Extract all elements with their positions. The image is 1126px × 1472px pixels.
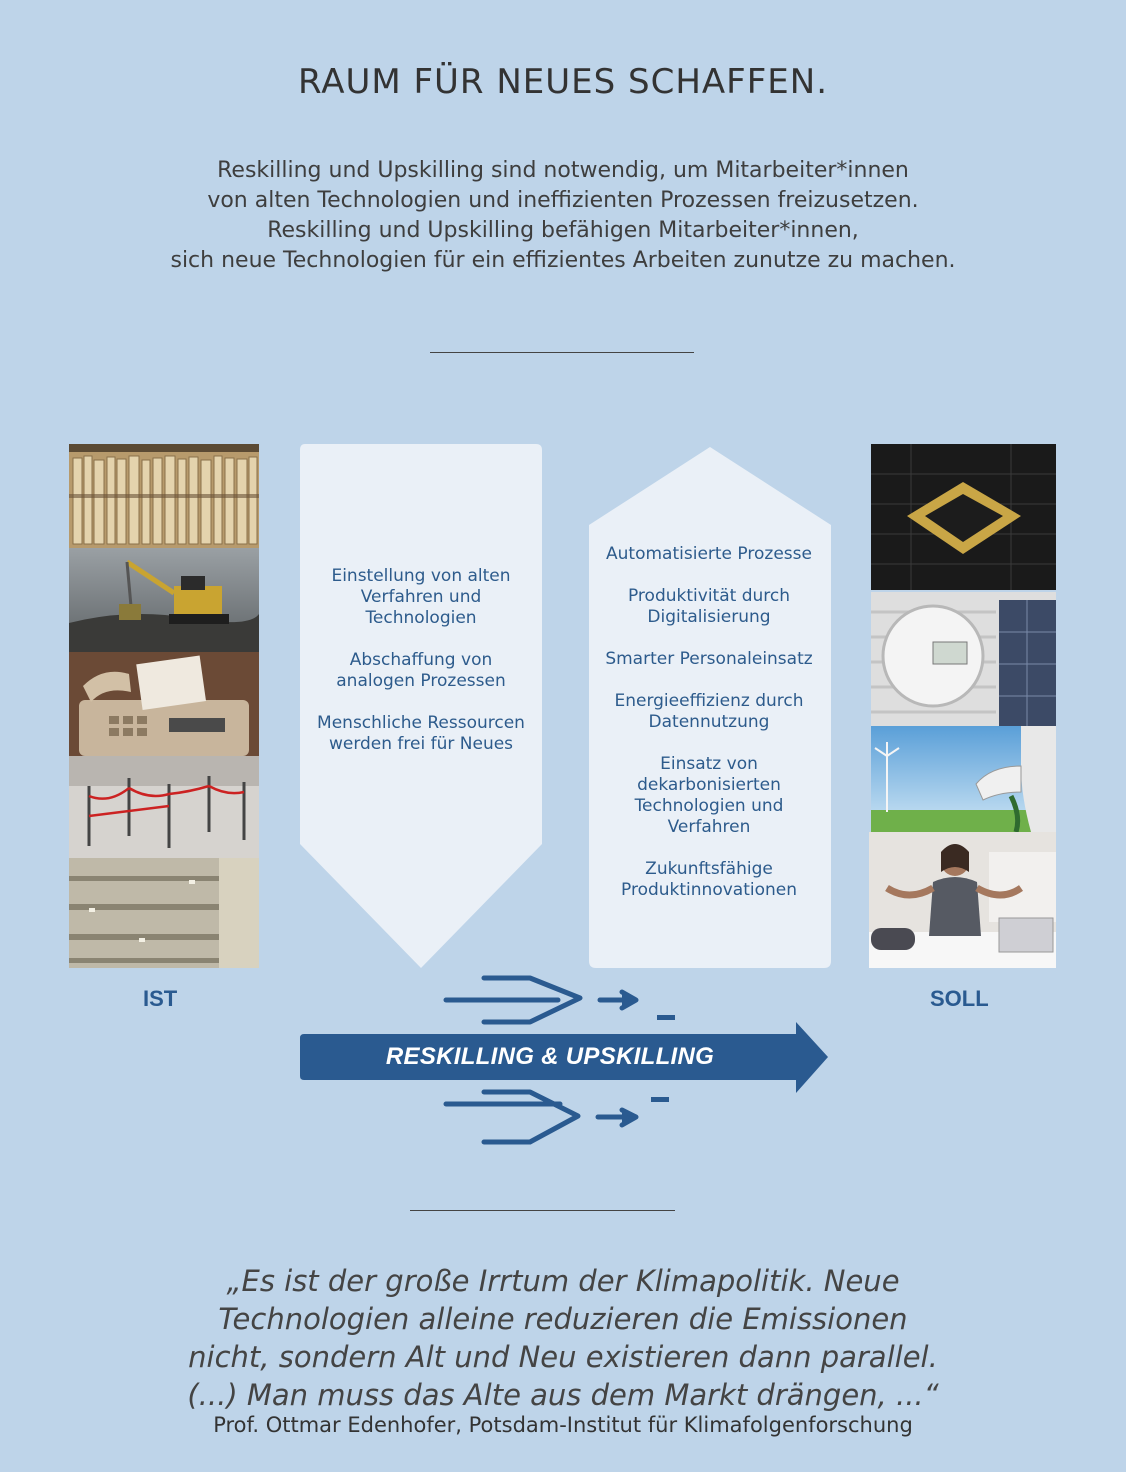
queue-barriers-photo [69,756,259,858]
intro-line: Reskilling und Upskilling befähigen Mitarbeiter*innen, [267,218,859,243]
quote-line: nicht, sondern Alt und Neu existieren dann parallel. [188,1340,938,1374]
intro-text [60,156,1066,276]
empty-shelves-photo [69,858,259,968]
banner-label: RESKILLING & UPSKILLING [385,1043,715,1070]
divider-bottom [410,1210,675,1211]
quote-line: „Es ist der große Irrtum der Klimapolitik. Neue [226,1264,900,1298]
meditating-woman-photo [869,832,1056,968]
soll-panel-text [596,544,822,922]
soll-item: Einsatz von dekarbonisierten Technologien und Verfahren [634,754,784,837]
intro-line: von alten Technologien und ineffizienten Prozessen freizusetzen. [207,188,919,213]
quote-text [60,1262,1066,1414]
ist-photo-column [69,444,259,968]
soll-photo-column [869,444,1056,968]
soll-item: Produktivität durch Digitalisierung [627,586,790,627]
smart-meter-photo [871,592,1056,726]
quote-line: (...) Man muss das Alte aus dem Markt drängen, ...“ [187,1378,939,1412]
divider-top [430,352,694,353]
ist-item: Menschliche Ressourcen werden frei für Neues [317,713,525,754]
ist-label: IST [143,986,178,1011]
quote-attribution: Prof. Ottmar Edenhofer, Potsdam-Institut für Klimafolgenforschung [213,1413,913,1437]
page-title: RAUM FÜR NEUES SCHAFFEN. [297,62,829,102]
file-folders-photo [69,444,259,548]
ist-item: Einstellung von alten Verfahren und Technologien [331,566,511,628]
excavator-photo [69,548,259,652]
intro-line: Reskilling und Upskilling sind notwendig, um Mitarbeiter*innen [217,158,909,183]
chevron-arrow-icon [484,1092,578,1142]
ist-item: Abschaffung von analogen Prozessen [336,650,506,691]
soll-item: Energieeffizienz durch Datennutzung [614,691,804,732]
ev-charger-photo [871,726,1056,832]
ist-panel-text [310,566,532,776]
microchip-photo [871,444,1056,590]
soll-item: Zukunftsfähige Produktinnovationen [621,859,797,900]
fax-machine-photo [69,652,259,756]
soll-label: SOLL [930,986,989,1011]
soll-item: Automatisierte Prozesse [606,544,812,564]
soll-item: Smarter Personaleinsatz [605,649,813,669]
intro-line: sich neue Technologien für ein effizientes Arbeiten zunutze zu machen. [170,248,956,273]
quote-line: Technologien alleine reduzieren die Emissionen [218,1302,908,1336]
